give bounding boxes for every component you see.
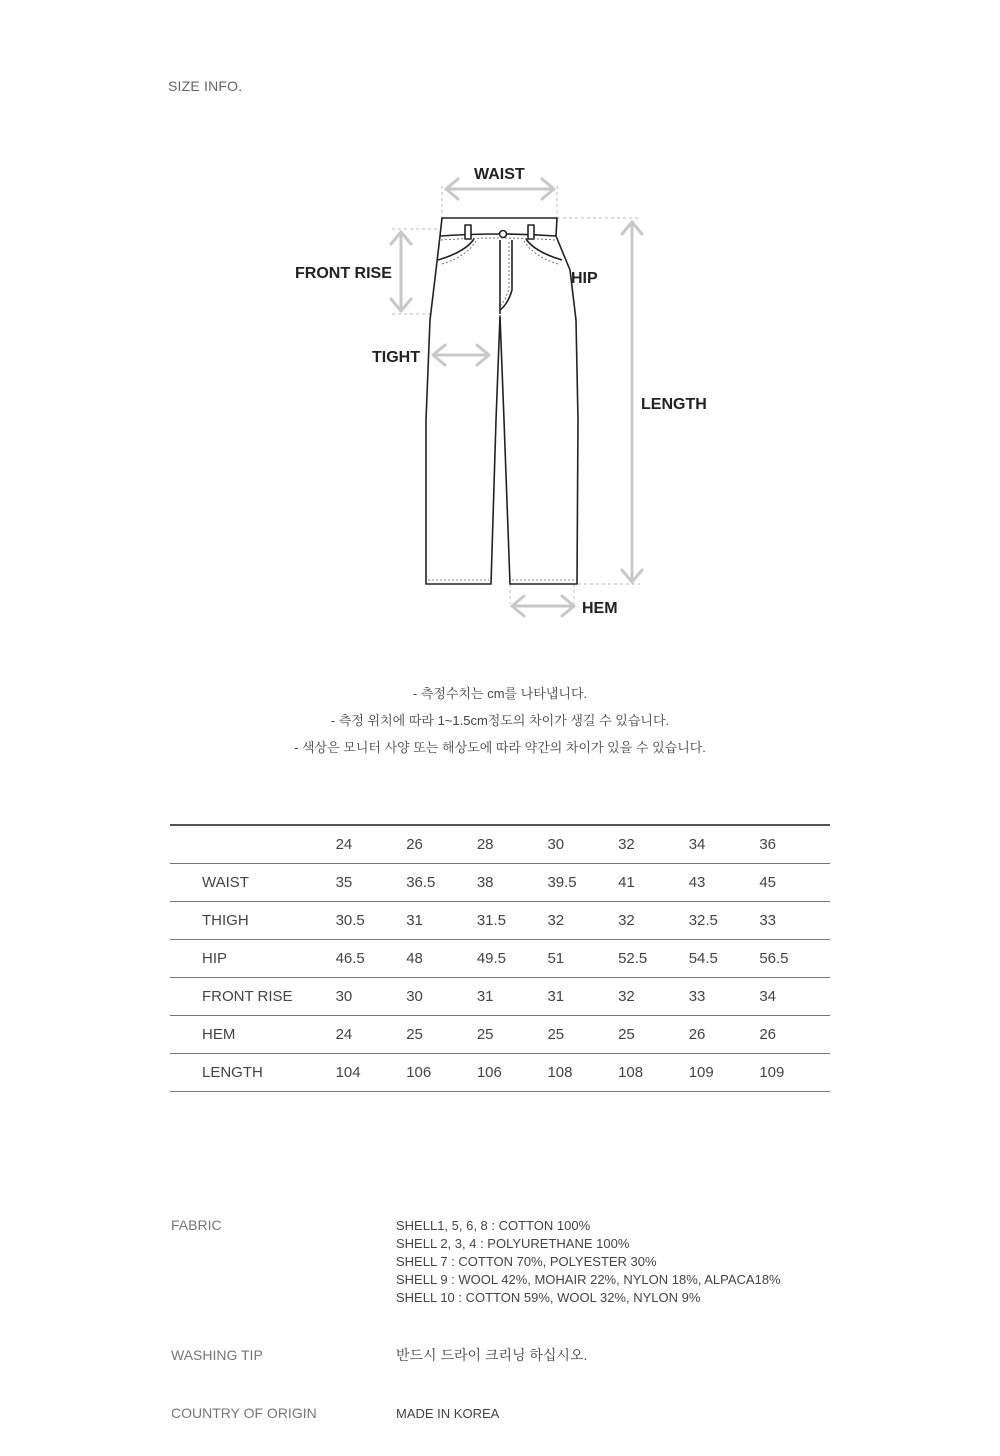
table-cell: 31.5	[477, 901, 548, 939]
table-cell: 52.5	[618, 939, 689, 977]
table-cell: 36.5	[406, 863, 477, 901]
table-cell: 43	[689, 863, 760, 901]
washing-tip-label: WASHING TIP	[171, 1347, 263, 1363]
table-cell: 26	[759, 1015, 830, 1053]
size-column-header: 36	[759, 825, 830, 863]
fabric-line: SHELL 10 : COTTON 59%, WOOL 32%, NYLON 9%	[396, 1290, 701, 1305]
table-cell: 39.5	[547, 863, 618, 901]
table-row	[170, 901, 830, 939]
table-cell: 33	[689, 977, 760, 1015]
table-cell: 35	[336, 863, 407, 901]
row-label: THIGH	[170, 901, 336, 939]
table-row	[170, 863, 830, 901]
table-cell: 54.5	[689, 939, 760, 977]
table-cell: 48	[406, 939, 477, 977]
table-cell: 25	[547, 1015, 618, 1053]
table-cell: 46.5	[336, 939, 407, 977]
row-label: WAIST	[170, 863, 336, 901]
row-label: FRONT RISE	[170, 977, 336, 1015]
fabric-composition	[396, 1217, 781, 1307]
table-cell: 30.5	[336, 901, 407, 939]
table-cell: 33	[759, 901, 830, 939]
table-cell: 31	[547, 977, 618, 1015]
waist-label: WAIST	[474, 166, 525, 183]
table-cell: 25	[618, 1015, 689, 1053]
table-cell: 31	[406, 901, 477, 939]
table-cell: 109	[689, 1053, 760, 1091]
fabric-line: SHELL 7 : COTTON 70%, POLYESTER 30%	[396, 1254, 657, 1269]
size-header-row	[170, 825, 830, 863]
table-cell: 56.5	[759, 939, 830, 977]
table-cell: 45	[759, 863, 830, 901]
measurement-notes	[0, 680, 1000, 761]
size-column-header: 26	[406, 825, 477, 863]
size-table	[170, 824, 830, 1092]
note-line: - 색상은 모니터 사양 또는 해상도에 따라 약간의 차이가 있을 수 있습니다.	[294, 740, 706, 755]
table-cell: 25	[477, 1015, 548, 1053]
fabric-line: SHELL 9 : WOOL 42%, MOHAIR 22%, NYLON 18%, ALPACA18%	[396, 1272, 781, 1287]
table-row	[170, 1015, 830, 1053]
note-line: - 측정 위치에 따라 1~1.5cm정도의 차이가 생길 수 있습니다.	[330, 713, 670, 728]
table-cell: 32	[618, 901, 689, 939]
corner-cell	[170, 825, 336, 863]
table-cell: 106	[406, 1053, 477, 1091]
tight-label: TIGHT	[372, 349, 420, 366]
table-cell: 25	[406, 1015, 477, 1053]
row-label: HEM	[170, 1015, 336, 1053]
size-column-header: 34	[689, 825, 760, 863]
washing-tip-value: 반드시 드라이 크리닝 하십시오.	[396, 1347, 588, 1363]
table-cell: 51	[547, 939, 618, 977]
row-label: LENGTH	[170, 1053, 336, 1091]
row-label: HIP	[170, 939, 336, 977]
table-cell: 32.5	[689, 901, 760, 939]
table-cell: 49.5	[477, 939, 548, 977]
country-of-origin-label: COUNTRY OF ORIGIN	[171, 1405, 317, 1421]
table-cell: 38	[477, 863, 548, 901]
table-cell: 41	[618, 863, 689, 901]
table-cell: 24	[336, 1015, 407, 1053]
size-column-header: 24	[336, 825, 407, 863]
size-column-header: 30	[547, 825, 618, 863]
table-cell: 108	[618, 1053, 689, 1091]
fabric-line: SHELL 2, 3, 4 : POLYURETHANE 100%	[396, 1236, 630, 1251]
table-cell: 109	[759, 1053, 830, 1091]
hip-label: HIP	[571, 270, 598, 287]
table-row	[170, 977, 830, 1015]
table-cell: 31	[477, 977, 548, 1015]
section-title: SIZE INFO.	[168, 78, 243, 94]
table-cell: 30	[336, 977, 407, 1015]
note-line: - 측정수치는 cm를 나타냅니다.	[412, 686, 588, 701]
table-cell: 32	[547, 901, 618, 939]
size-column-header: 28	[477, 825, 548, 863]
fabric-line: SHELL1, 5, 6, 8 : COTTON 100%	[396, 1218, 591, 1233]
table-row	[170, 1053, 830, 1091]
size-column-header: 32	[618, 825, 689, 863]
pants-measurement-diagram	[0, 130, 1000, 650]
table-cell: 106	[477, 1053, 548, 1091]
table-cell: 34	[759, 977, 830, 1015]
length-label: LENGTH	[641, 396, 707, 413]
table-cell: 26	[689, 1015, 760, 1053]
country-of-origin-value: MADE IN KOREA	[396, 1406, 500, 1421]
pants-outline	[426, 218, 578, 584]
table-cell: 32	[618, 977, 689, 1015]
hem-label: HEM	[582, 600, 618, 617]
table-row	[170, 939, 830, 977]
front-rise-label: FRONT RISE	[295, 265, 392, 282]
table-cell: 108	[547, 1053, 618, 1091]
table-cell: 104	[336, 1053, 407, 1091]
table-cell: 30	[406, 977, 477, 1015]
fabric-label: FABRIC	[171, 1217, 222, 1233]
